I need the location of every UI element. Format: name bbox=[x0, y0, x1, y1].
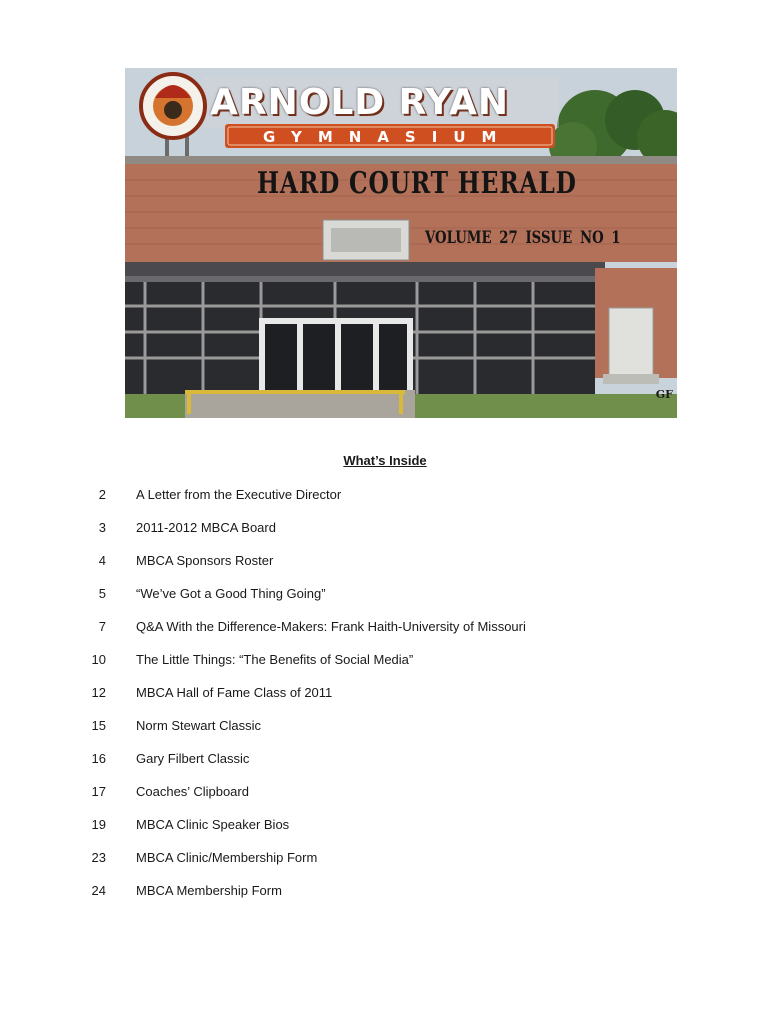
photo-credit: GF bbox=[655, 388, 673, 401]
toc-entry-title: Norm Stewart Classic bbox=[136, 718, 261, 733]
issue-line: VOLUME 27 ISSUE NO 1 bbox=[425, 228, 621, 248]
toc-page-number: 2 bbox=[98, 487, 106, 502]
toc-page-number: 4 bbox=[98, 553, 106, 568]
sign-sub-text: GYMNASIUM bbox=[263, 128, 513, 146]
toc-entry-title: A Letter from the Executive Director bbox=[136, 487, 342, 502]
toc-row bbox=[0, 652, 770, 672]
toc-row bbox=[0, 784, 770, 804]
toc-row bbox=[0, 718, 770, 738]
toc-page-number: 17 bbox=[91, 784, 106, 799]
toc-row bbox=[0, 751, 770, 771]
toc-row bbox=[0, 553, 770, 573]
toc-entry-title: Coaches’ Clipboard bbox=[136, 784, 249, 799]
contents-heading: What’s Inside bbox=[343, 453, 427, 468]
toc-row bbox=[0, 487, 770, 507]
toc-page-number: 16 bbox=[91, 751, 106, 766]
toc-entry-title: MBCA Sponsors Roster bbox=[136, 553, 274, 568]
toc-entry-title: MBCA Membership Form bbox=[136, 883, 282, 898]
toc-entry-title: MBCA Hall of Fame Class of 2011 bbox=[136, 685, 333, 700]
newsletter-title: HARD COURT HERALD bbox=[257, 166, 577, 201]
toc-page-number: 10 bbox=[91, 652, 106, 667]
toc-entry-title: Q&A With the Difference-Makers: Frank Haith-University of Missouri bbox=[136, 619, 526, 634]
toc-page-number: 5 bbox=[98, 586, 106, 601]
toc-entry-title: MBCA Clinic Speaker Bios bbox=[136, 817, 290, 832]
toc-row bbox=[0, 850, 770, 870]
toc-entry-title: “We’ve Got a Good Thing Going” bbox=[136, 586, 326, 601]
toc-row bbox=[0, 685, 770, 705]
toc-entry-title: 2011-2012 MBCA Board bbox=[136, 520, 276, 535]
toc-entry-title: MBCA Clinic/Membership Form bbox=[136, 850, 318, 865]
toc-page-number: 7 bbox=[98, 619, 106, 634]
toc-page-number: 24 bbox=[91, 883, 106, 898]
toc-page-number: 12 bbox=[91, 685, 106, 700]
toc-page-number: 3 bbox=[98, 520, 106, 535]
sign-main-text: ARNOLD RYAN bbox=[210, 82, 510, 123]
toc-row bbox=[0, 817, 770, 837]
cover-photo bbox=[125, 68, 677, 418]
toc-row bbox=[0, 619, 770, 639]
toc-page-number: 19 bbox=[91, 817, 106, 832]
toc-row bbox=[0, 883, 770, 903]
toc-page-number: 15 bbox=[91, 718, 106, 733]
toc-row bbox=[0, 586, 770, 606]
toc-entry-title: The Little Things: “The Benefits of Social Media” bbox=[136, 652, 414, 667]
toc-page-number: 23 bbox=[91, 850, 106, 865]
toc-row bbox=[0, 520, 770, 540]
toc-entry-title: Gary Filbert Classic bbox=[136, 751, 250, 766]
